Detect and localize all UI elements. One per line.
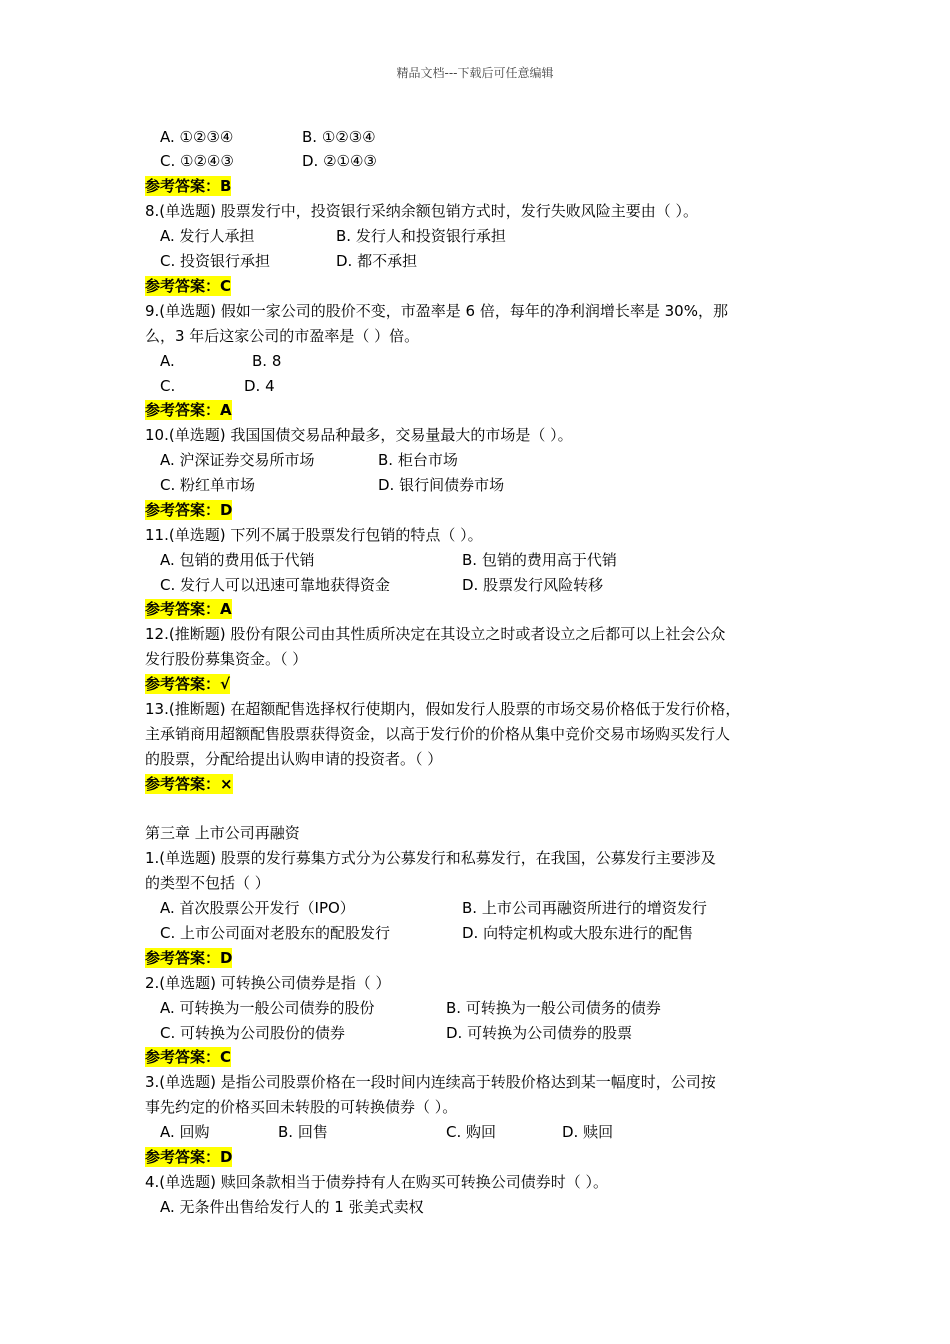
- option-c: C. 发行人可以迅速可靠地获得资金: [160, 576, 391, 594]
- question-4: 4.(单选题) 赎回条款相当于债券持有人在购买可转换公司债券时（ ）。: [145, 1173, 609, 1191]
- option-c: C. 可转换为公司股份的债券: [160, 1024, 346, 1042]
- answer-label: 参考答案：C: [145, 1048, 232, 1066]
- option-b: B. 包销的费用高于代销: [462, 551, 617, 569]
- option-b: B. 上市公司再融资所进行的增资发行: [462, 899, 707, 917]
- option-a: A. 回购: [160, 1123, 210, 1141]
- answer-label: 参考答案：√: [145, 675, 231, 693]
- option-a: A. 沪深证券交易所市场: [160, 451, 315, 469]
- question-13-cont: 主承销商用超额配售股票获得资金，以高于发行价的价格从集中竞价交易市场购买发行人: [145, 725, 731, 743]
- question-13-cont: 的股票，分配给提出认购申请的投资者。（ ）: [145, 750, 443, 768]
- option-d: D. 向特定机构或大股东进行的配售: [462, 924, 694, 942]
- question-3-cont: 事先约定的价格买回未转股的可转换债券（ ）。: [145, 1098, 458, 1116]
- chapter-heading: 第三章 上市公司再融资: [145, 824, 300, 842]
- question-10: 10.(单选题) 我国国债交易品种最多，交易量最大的市场是（ ）。: [145, 426, 573, 444]
- answer-label: 参考答案：×: [145, 775, 233, 793]
- question-1-cont: 的类型不包括（ ）: [145, 874, 270, 892]
- option-a: A. 首次股票公开发行（IPO）: [160, 899, 355, 917]
- option-c: C. 上市公司面对老股东的配股发行: [160, 924, 391, 942]
- option-d: D. 都不承担: [336, 252, 418, 270]
- answer-label: 参考答案：C: [145, 277, 232, 295]
- question-11: 11.(单选题) 下列不属于股票发行包销的特点（ ）。: [145, 526, 483, 544]
- option-c: C. ①②④③: [160, 152, 234, 170]
- answer-label: 参考答案：A: [145, 600, 232, 618]
- page-header: 精品文档---下载后可任意编辑: [396, 66, 554, 80]
- question-9-cont: 么，3 年后这家公司的市盈率是（ ）倍。: [145, 327, 420, 345]
- option-b: B. 发行人和投资银行承担: [336, 227, 506, 245]
- question-9: 9.(单选题) 假如一家公司的股价不变，市盈率是 6 倍，每年的净利润增长率是 30%，那: [145, 302, 728, 320]
- option-a: A. 可转换为一般公司债券的股份: [160, 999, 375, 1017]
- question-12: 12.(推断题) 股份有限公司由其性质所决定在其设立之时或者设立之后都可以上社会公众: [145, 625, 726, 643]
- answer-label: 参考答案：A: [145, 401, 232, 419]
- question-1: 1.(单选题) 股票的发行募集方式分为公募发行和私募发行，在我国，公募发行主要涉及: [145, 849, 716, 867]
- option-c: C. 粉红单市场: [160, 476, 256, 494]
- option-b: B. 8: [252, 352, 282, 370]
- answer-label: 参考答案：D: [145, 949, 233, 967]
- option-a: A. 包销的费用低于代销: [160, 551, 315, 569]
- option-c: C. 投资银行承担: [160, 252, 271, 270]
- option-a: A. ①②③④: [160, 128, 234, 146]
- option-b: B. 柜台市场: [378, 451, 458, 469]
- option-d: D. ②①④③: [302, 152, 377, 170]
- question-2: 2.(单选题) 可转换公司债券是指（ ）: [145, 974, 391, 992]
- option-b: B. ①②③④: [302, 128, 376, 146]
- option-d: D. 赎回: [562, 1123, 614, 1141]
- option-d: D. 4: [244, 377, 275, 395]
- option-a: A.: [160, 352, 175, 370]
- option-c: C. 购回: [446, 1123, 497, 1141]
- answer-label: 参考答案：B: [145, 177, 232, 195]
- option-a: A. 发行人承担: [160, 227, 255, 245]
- question-12-cont: 发行股份募集资金。（ ）: [145, 650, 308, 668]
- option-b: B. 可转换为一般公司债务的债券: [446, 999, 661, 1017]
- option-a: A. 无条件出售给发行人的 1 张美式卖权: [160, 1198, 424, 1216]
- option-c: C.: [160, 377, 176, 395]
- answer-label: 参考答案：D: [145, 501, 233, 519]
- question-13: 13.(推断题) 在超额配售选择权行使期内，假如发行人股票的市场交易价格低于发行价格，: [145, 700, 741, 718]
- option-b: B. 回售: [278, 1123, 328, 1141]
- question-3: 3.(单选题) 是指公司股票价格在一段时间内连续高于转股价格达到某一幅度时，公司按: [145, 1073, 716, 1091]
- answer-label: 参考答案：D: [145, 1148, 233, 1166]
- option-d: D. 银行间债券市场: [378, 476, 505, 494]
- option-d: D. 股票发行风险转移: [462, 576, 604, 594]
- option-d: D. 可转换为公司债券的股票: [446, 1024, 633, 1042]
- question-8: 8.(单选题) 股票发行中，投资银行采纳余额包销方式时，发行失败风险主要由（ ）。: [145, 202, 699, 220]
